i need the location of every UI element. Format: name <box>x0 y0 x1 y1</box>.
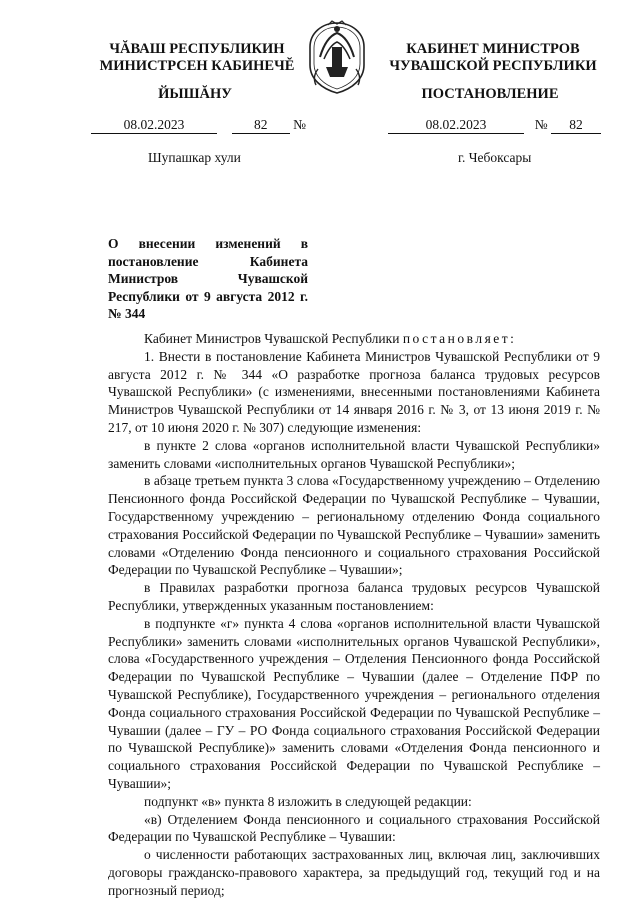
right-number-sign: № <box>534 117 548 132</box>
place-left: Шупашкар хули <box>148 150 241 165</box>
header-left-line-2: МИНИСТРСЕН КАБИНЕЧĔ <box>99 58 295 74</box>
left-number: 82 <box>232 117 290 134</box>
intro-paragraph <box>108 330 600 348</box>
header-right-line-2: ЧУВАШСКОЙ РЕСПУБЛИКИ <box>389 58 597 74</box>
left-number-sign: № <box>293 117 307 132</box>
header-left-doc-type: ЙЫШĂНУ <box>158 86 232 102</box>
place-right: г. Чебоксары <box>458 150 532 165</box>
intro-decree-word: постановляет: <box>402 331 517 346</box>
header-right-line-1: КАБИНЕТ МИНИСТРОВ <box>406 41 580 57</box>
body-paragraph-1: 1. Внести в постановление Кабинета Министров Чувашской Республики от 9 августа 2012 г. № 344 «О разработке прогноза баланса трудовых ресурсов Чувашской Республики» (с изменениями, внесенными постановлениями Кабинета Министров Чувашской Республики от 14 января 2016 г. № 3, от 13 июня 2019 г. № 217, от 10 июня 2020 г. № 307) следующие изменения: <box>108 348 600 435</box>
right-number: 82 <box>551 117 601 134</box>
intro-text: Кабинет Министров Чувашской Республики <box>144 331 403 346</box>
body-paragraph-7: «в) Отделением Фонда пенсионного и социального страхования Российской Федерации по Чувашской Республике – Чувашии: <box>108 811 600 845</box>
header-right-title <box>387 41 599 75</box>
document-subject: О внесении изменений в постановление Кабинета Министров Чувашской Республики от 9 августа 2012 г. № 344 <box>108 236 308 321</box>
left-date: 08.02.2023 <box>91 117 217 134</box>
document-body <box>108 330 600 900</box>
body-paragraph-5: в подпункте «г» пункта 4 слова «органов исполнительной власти Чувашской Республики» заменить словами «исполнительных органов Чувашской Республики», слова «Государственного учреждения – Отделения Пенсионного фонда Российской Федерации по Чувашской Республике – Чувашии (далее – Отделение ПФР по Чувашской Республике), Государственного учреждения – регионального отделения Фонда социального страхования Российской Федерации по Чувашской Республике – Чувашии (далее – ГУ – РО Фонда социального страхования Российской Федерации по Чувашской Республике)» заменить словами «Отделения Фонда пенсионного и социального страхования Российской Федерации по Чувашской Республике – Чувашии»; <box>108 615 600 791</box>
body-paragraph-8: о численности работающих застрахованных лиц, включая лиц, заключивших договоры гражданско-правового характера, за предыдущий год, текущий год и на прогнозный период; <box>108 847 600 898</box>
header-right-doc-type: ПОСТАНОВЛЕНИЕ <box>421 86 559 102</box>
header-left-title <box>88 41 306 75</box>
right-date: 08.02.2023 <box>388 117 524 134</box>
body-paragraph-4: в Правилах разработки прогноза баланса трудовых ресурсов Чувашской Республики, утвержденных указанным постановлением: <box>108 580 600 613</box>
body-paragraph-6: подпункт «в» пункта 8 изложить в следующей редакции: <box>144 793 472 809</box>
body-paragraph-3: в абзаце третьем пункта 3 слова «Государственному учреждению – Отделению Пенсионного фонда Российской Федерации по Чувашской Республике – Чувашии, Государственному учреждению – региональному отделению Фонда социального страхования Российской Федерации по Чувашской Республике – Чувашии» заменить словами «Отделению Фонда пенсионного и социального страхования Российской Федерации по Чувашской Республике – Чувашии»; <box>108 473 600 578</box>
right-date-number-line <box>388 117 601 134</box>
left-date-number-line <box>91 117 306 134</box>
header-left-line-1: ЧĂВАШ РЕСПУБЛИКИН <box>109 41 285 57</box>
body-paragraph-2: в пункте 2 слова «органов исполнительной власти Чувашской Республики» заменить словами «исполнительных органов Чувашской Республики»; <box>108 437 600 471</box>
coat-of-arms-emblem <box>302 17 372 95</box>
